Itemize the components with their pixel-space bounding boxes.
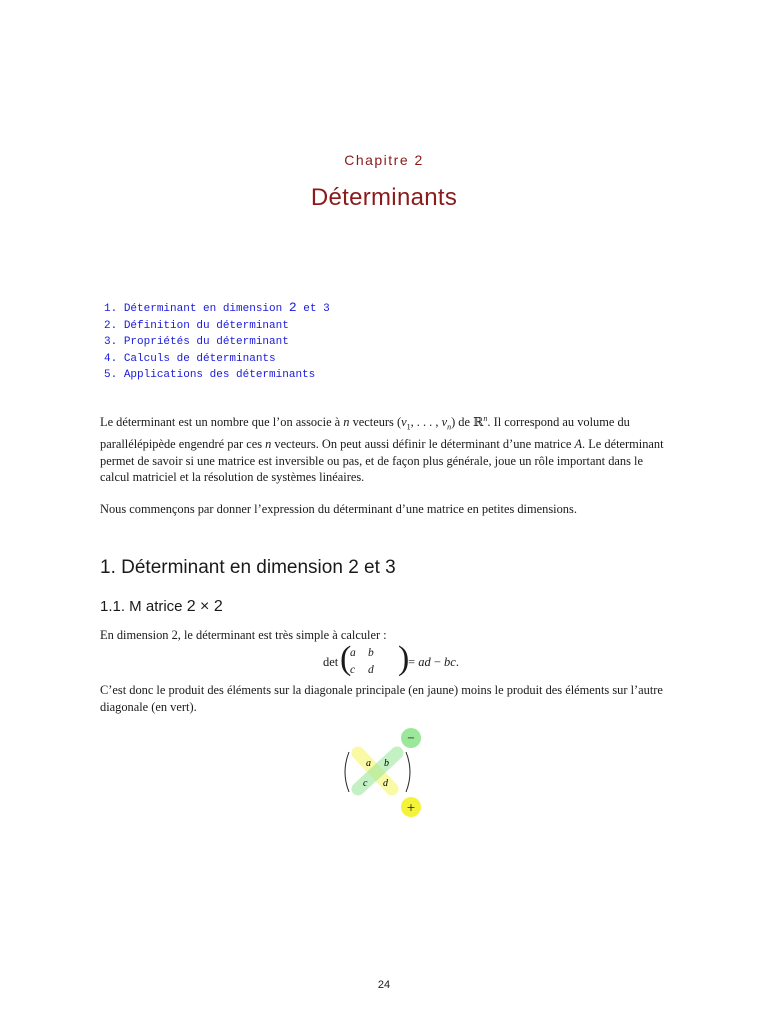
intro-paragraph: Le déterminant est un nombre que l’on associe à n vecteurs ($v_1$, . . . , $v_n$) de ℝ$^n$. Il correspond au volume du parallélépipède engendré par ces n vecteurs. On peut aussi définir le déterminant d’une matrice A. Le déterminant permet de savoir si une matrice est inversible ou pas, et de façon plus générale, joue un rôle important dans le calcul matriciel et la résolution de systèmes linéaires. [100, 414, 664, 485]
body-paragraph-2: C’est donc le produit des éléments sur la diagonale principale (en jaune) moins le produit des éléments sur l’autre diagonale (en vert). [100, 683, 663, 714]
toc-item-text: Calculs de déterminants [123, 352, 276, 365]
formula-rhs: = ad − bc. [408, 655, 459, 669]
intro-paragraph-2: Nous commençons par donner l’expression du déterminant d’une matrice en petites dimensions. [100, 502, 577, 516]
toc-item-number: 2. [104, 319, 118, 332]
matrix-entry-d: d [368, 664, 374, 676]
subsection-heading: 1.1. M atrice 2 × 2 [100, 598, 223, 615]
matrix-entry-b: b [368, 647, 374, 659]
diagram-entry-c: c [363, 778, 368, 789]
toc-item-5[interactable] [104, 367, 330, 384]
chapter-label: Chapitre 2 [344, 152, 424, 168]
toc-item-math: 2 [288, 300, 297, 315]
plus-sign: + [406, 801, 416, 814]
right-paren: ) [398, 640, 410, 677]
toc-item-text: Propriétés du déterminant [123, 336, 289, 349]
toc-item-3[interactable] [104, 334, 330, 351]
left-paren: ( [340, 640, 352, 677]
diagram-entry-a: a [366, 758, 371, 769]
toc-item-4[interactable] [104, 351, 330, 368]
right-paren-shape [406, 752, 410, 792]
toc-item-number: 5. [104, 369, 118, 382]
toc-item-1[interactable] [104, 300, 330, 318]
diagram-entry-b: b [384, 758, 389, 769]
toc-item-number: 1. [104, 303, 118, 315]
left-paren-shape [345, 752, 349, 792]
determinant-formula [320, 640, 459, 681]
toc-item-2[interactable] [104, 318, 330, 335]
diagram-entry-d: d [383, 778, 388, 789]
toc-item-text: Déterminant en dimension [123, 303, 283, 315]
det-operator: det [323, 655, 339, 669]
chapter-title: Déterminants [310, 184, 458, 211]
toc-item-text: Applications des déterminants [123, 369, 316, 382]
diagonals-diagram [335, 725, 435, 825]
minus-sign: − [406, 733, 416, 744]
toc-item-number: 4. [104, 352, 118, 365]
body-paragraph: En dimension 2, le déterminant est très simple à calculer : [100, 628, 387, 642]
page-number: 24 [377, 979, 391, 991]
toc-item-text-after: et 3 [303, 303, 330, 315]
section-heading: 1. Déterminant en dimension 2 et 3 [100, 557, 396, 578]
table-of-contents [104, 300, 330, 384]
toc-item-text: Définition du déterminant [123, 319, 289, 332]
matrix-entry-a: a [350, 647, 356, 659]
matrix-entry-c: c [350, 664, 356, 676]
toc-item-number: 3. [104, 336, 118, 349]
